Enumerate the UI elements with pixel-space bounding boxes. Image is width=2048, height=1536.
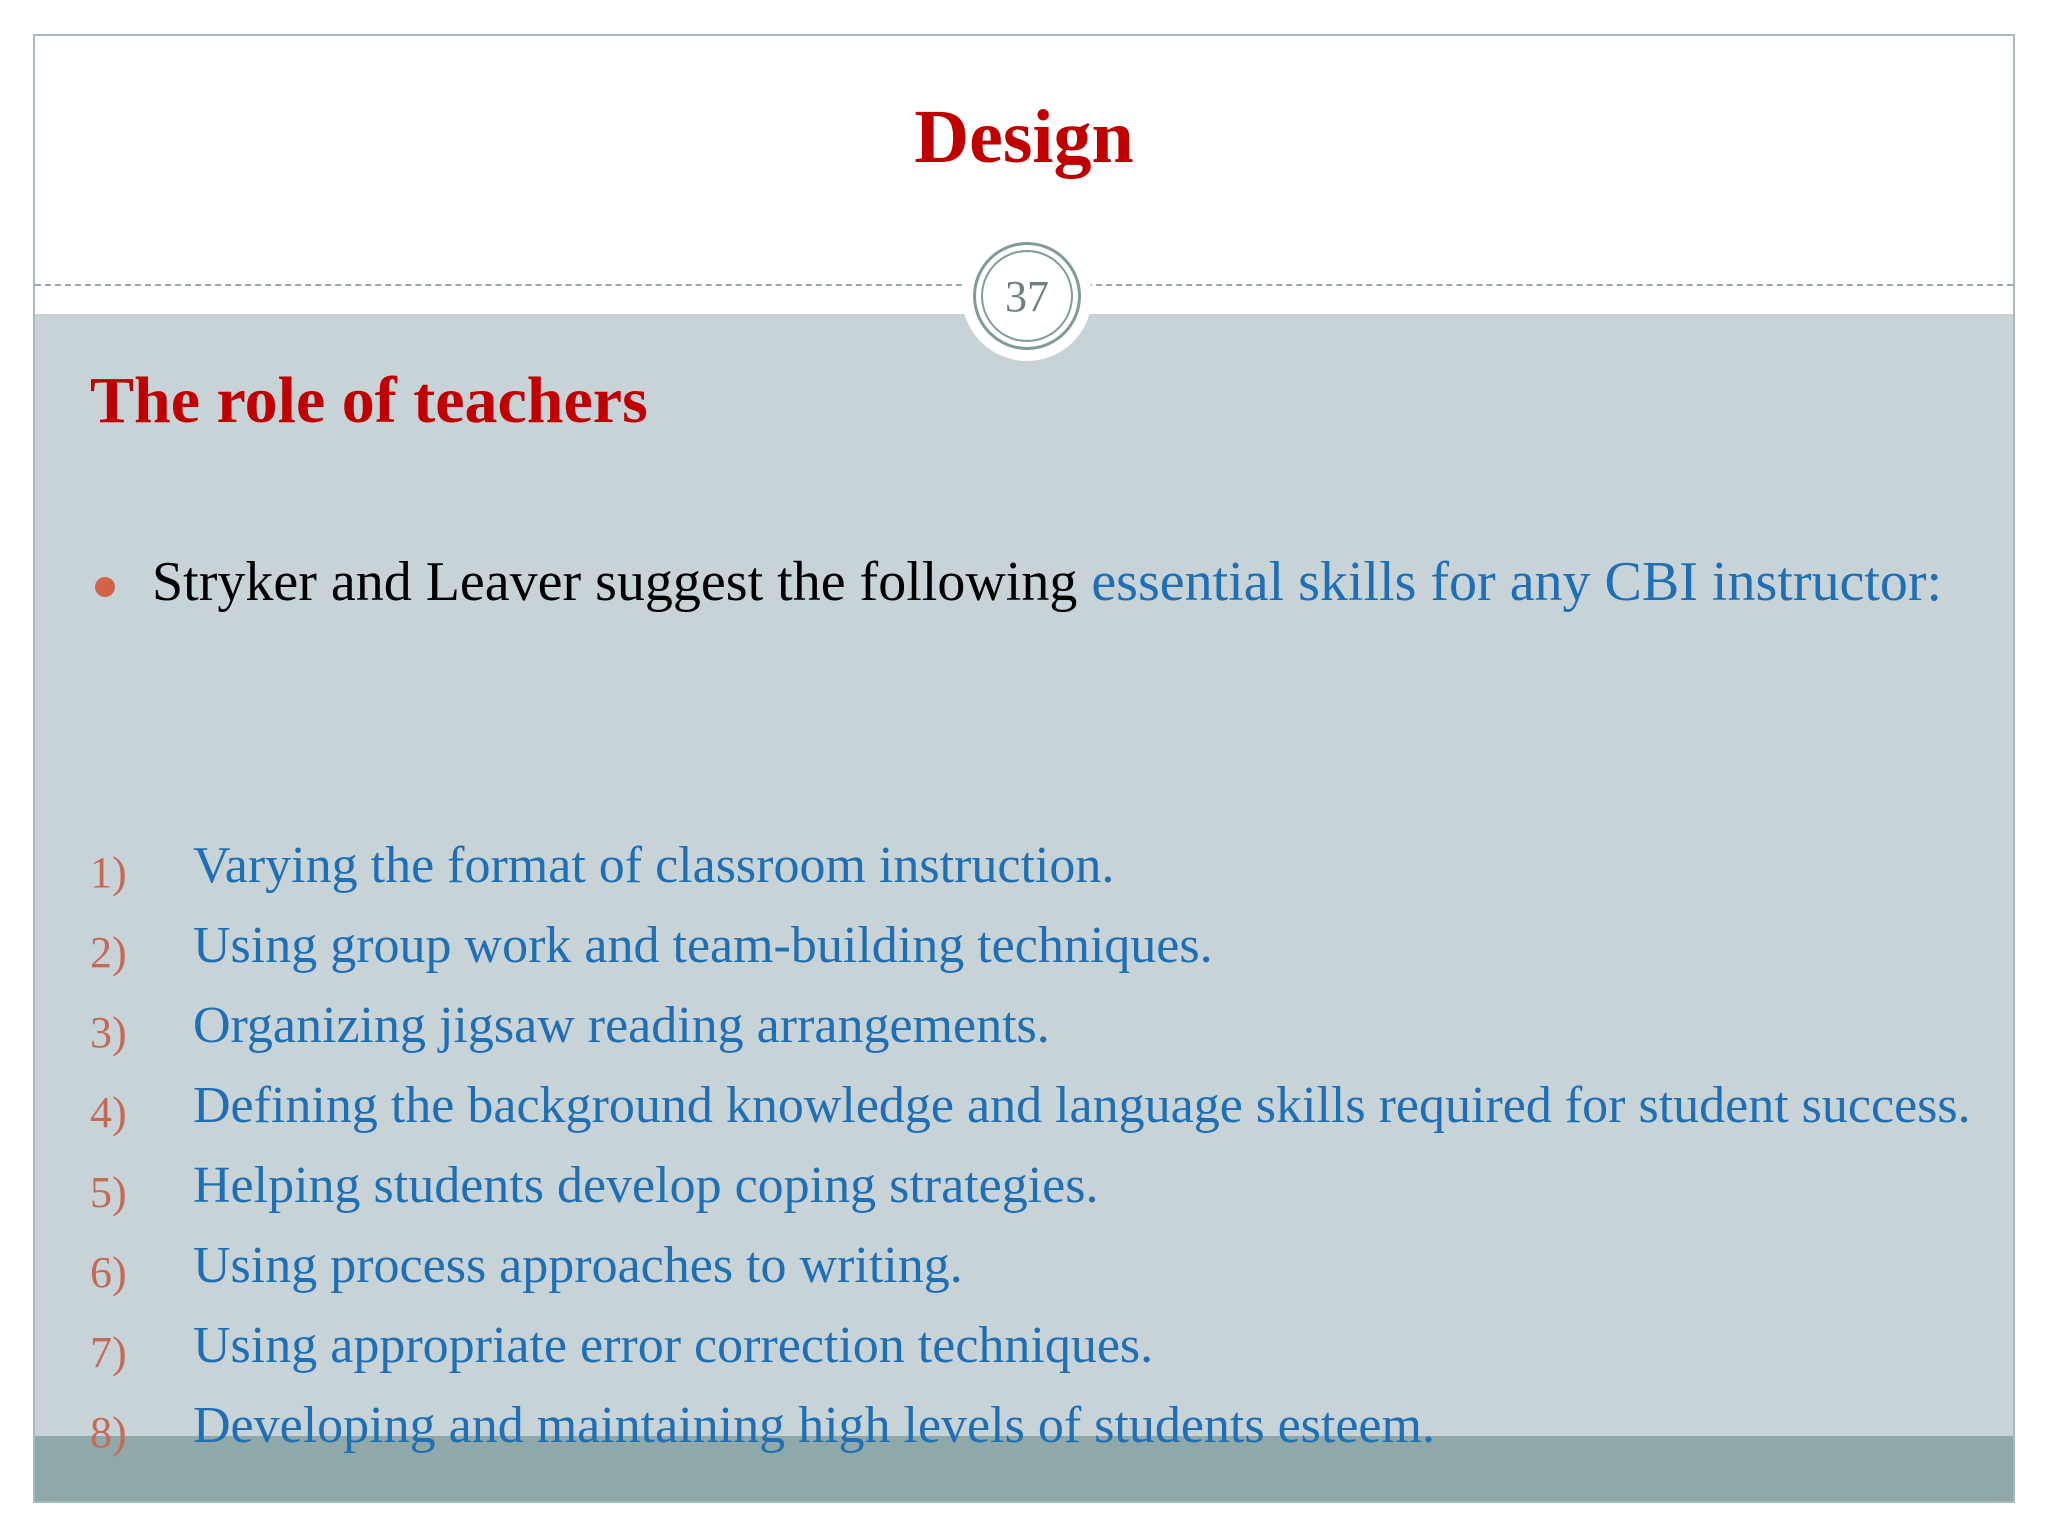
- list-item-text: Developing and maintaining high levels of students esteem.: [193, 1397, 1435, 1454]
- list-item: [35, 1311, 2013, 1391]
- list-item-number: 4): [90, 1088, 127, 1137]
- list-item-number: 8): [90, 1408, 127, 1457]
- list-item-number: 5): [90, 1168, 127, 1217]
- list-item-text: Organizing jigsaw reading arrangements.: [193, 997, 1050, 1054]
- intro-highlight: essential skills for any CBI instructor:: [1091, 551, 1943, 613]
- list-item-number: 3): [90, 1008, 127, 1057]
- intro-lead: Stryker and Leaver suggest the following: [152, 551, 1078, 613]
- page-number-badge: 37: [981, 250, 1073, 342]
- list-item-text: Defining the background knowledge and language skills required for student success.: [193, 1077, 1971, 1134]
- slide-title: Design: [914, 95, 1134, 179]
- list-item: [35, 831, 2013, 911]
- list-item-text: Helping students develop coping strategies.: [193, 1157, 1099, 1214]
- list-item: [35, 1071, 2013, 1151]
- list-item-number: 2): [90, 928, 127, 977]
- list-item-number: 1): [90, 848, 127, 897]
- list-item-number: 7): [90, 1328, 127, 1377]
- list-item-text: Varying the format of classroom instruction.: [193, 837, 1115, 894]
- list-item-text: Using appropriate error correction techniques.: [193, 1317, 1154, 1374]
- bullet-dot-icon: [95, 577, 115, 597]
- list-item: [35, 911, 2013, 991]
- list-item: [35, 1391, 2013, 1471]
- list-item: [35, 1231, 2013, 1311]
- intro-paragraph: [152, 544, 1982, 620]
- list-item: [35, 1151, 2013, 1231]
- list-item-number: 6): [90, 1248, 127, 1297]
- slide: [33, 34, 2015, 1503]
- list-item-text: Using group work and team-building techniques.: [193, 917, 1213, 974]
- section-subtitle: The role of teachers: [90, 364, 648, 437]
- list-item-text: Using process approaches to writing.: [193, 1237, 963, 1294]
- list-item: [35, 991, 2013, 1071]
